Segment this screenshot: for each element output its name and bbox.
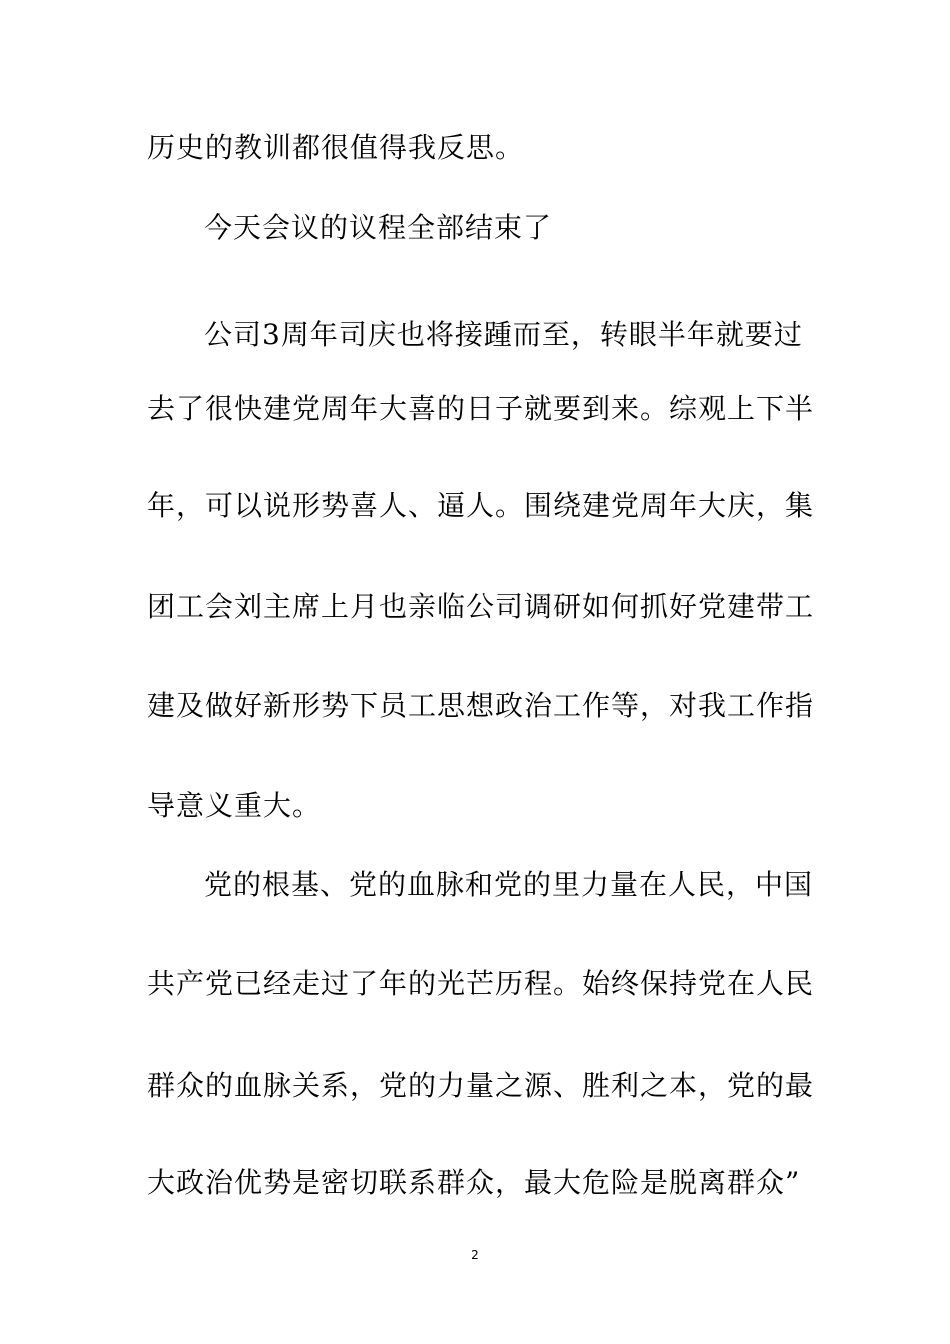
body-text-line: 今天会议的议程全部结束了 <box>204 211 553 244</box>
body-text-line: 历史的教训都很值得我反思。 <box>147 131 525 164</box>
body-text-line: 建及做好新形势下员工思想政治工作等，对我工作指 <box>147 689 815 722</box>
body-text-line: 年，可以说形势喜人、逼人。围绕建党周年大庆，集 <box>147 489 815 522</box>
body-text-line: 大政治优势是密切联系群众，最大危险是脱离群众” <box>147 1166 801 1199</box>
body-text-line: 去了很快建党周年大喜的日子就要到来。综观上下半 <box>147 392 815 425</box>
body-text-line: 共产党已经走过了年的光芒历程。始终保持党在人民 <box>147 967 815 1000</box>
page-number: 2 <box>471 1248 479 1262</box>
body-text-line: 导意义重大。 <box>147 789 322 822</box>
body-text-line: 党的根基、党的血脉和党的里力量在人民，中国 <box>204 868 814 901</box>
body-text-line: 群众的血脉关系，党的力量之源、胜利之本，党的最 <box>147 1069 815 1102</box>
body-text-line: 公司3周年司庆也将接踵而至，转眼半年就要过 <box>204 318 803 351</box>
body-text-line: 团工会刘主席上月也亲临公司调研如何抓好党建带工 <box>147 590 815 623</box>
